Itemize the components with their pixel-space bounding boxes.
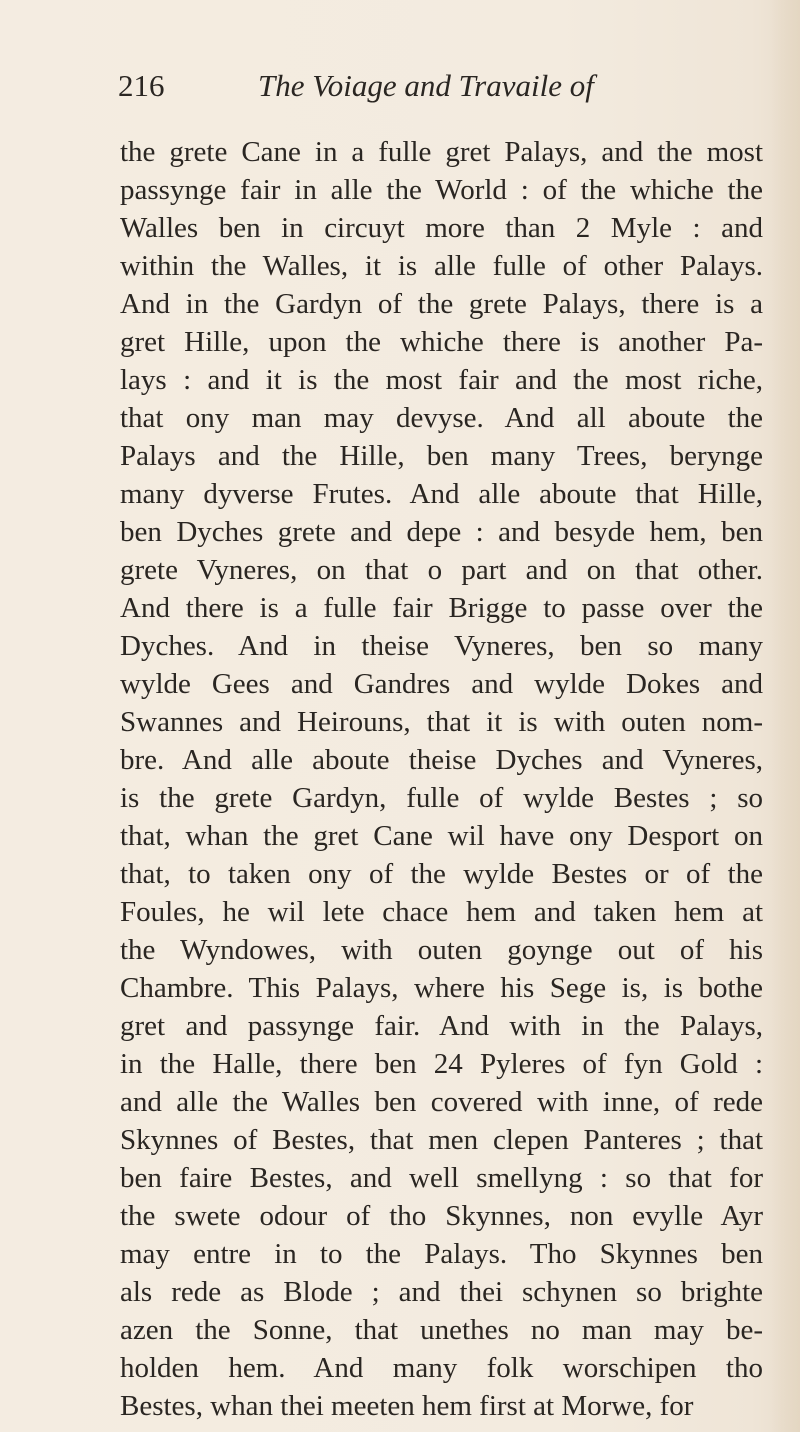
text-line: that, to taken ony of the wylde Bestes or of the xyxy=(120,858,763,890)
text-line: Chambre. This Palays, where his Sege is, is bothe xyxy=(120,972,763,1004)
text-line: bre. And alle aboute theise Dyches and Vyneres, xyxy=(120,744,763,776)
text-line: wylde Gees and Gandres and wylde Dokes and xyxy=(120,668,763,700)
text-line: Swannes and Heirouns, that it is with outen nom- xyxy=(120,706,763,738)
text-line: ben faire Bestes, and well smellyng : so that for xyxy=(120,1162,763,1194)
running-head xyxy=(118,66,758,106)
text-line: grete Vyneres, on that o part and on that other. xyxy=(120,554,763,586)
text-line: the grete Cane in a fulle gret Palays, and the most xyxy=(120,136,763,168)
text-line: that, whan the gret Cane wil have ony Desport on xyxy=(120,820,763,852)
text-line: the swete odour of tho Skynnes, non evylle Ayr xyxy=(120,1200,763,1232)
text-line: holden hem. And many folk worschipen tho xyxy=(120,1352,763,1384)
text-line: gret Hille, upon the whiche there is another Pa- xyxy=(120,326,763,358)
text-line: Foules, he wil lete chace hem and taken hem at xyxy=(120,896,763,928)
text-line: that ony man may devyse. And all aboute the xyxy=(120,402,763,434)
text-line: Skynnes of Bestes, that men clepen Panteres ; that xyxy=(120,1124,763,1156)
page-edge-shadow xyxy=(770,0,800,1432)
text-line: Dyches. And in theise Vyneres, ben so many xyxy=(120,630,763,662)
text-line: And there is a fulle fair Brigge to passe over the xyxy=(120,592,763,624)
text-line: Palays and the Hille, ben many Trees, berynge xyxy=(120,440,763,472)
page-number: 216 xyxy=(118,68,165,103)
text-line: And in the Gardyn of the grete Palays, there is a xyxy=(120,288,763,320)
text-line: gret and passynge fair. And with in the Palays, xyxy=(120,1010,763,1042)
text-line: Walles ben in circuyt more than 2 Myle : and xyxy=(120,212,763,244)
text-line: ben Dyches grete and depe : and besyde hem, ben xyxy=(120,516,763,548)
text-line: lays : and it is the most fair and the most riche, xyxy=(120,364,763,396)
text-line: in the Halle, there ben 24 Pyleres of fyn Gold : xyxy=(120,1048,763,1080)
running-title: The Voiage and Travaile of xyxy=(258,68,594,103)
text-line: and alle the Walles ben covered with inne, of rede xyxy=(120,1086,763,1118)
text-line: Bestes, whan thei meeten hem first at Morwe, for xyxy=(120,1390,694,1422)
text-line: als rede as Blode ; and thei schynen so brighte xyxy=(120,1276,763,1308)
text-line: azen the Sonne, that unethes no man may be- xyxy=(120,1314,763,1346)
text-line: is the grete Gardyn, fulle of wylde Bestes ; so xyxy=(120,782,763,814)
text-line: may entre in to the Palays. Tho Skynnes ben xyxy=(120,1238,763,1270)
text-line: within the Walles, it is alle fulle of other Palays. xyxy=(120,250,763,282)
text-line: many dyverse Frutes. And alle aboute that Hille, xyxy=(120,478,763,510)
text-line: the Wyndowes, with outen goynge out of his xyxy=(120,934,763,966)
body-text xyxy=(120,133,763,1425)
text-line: passynge fair in alle the World : of the whiche the xyxy=(120,174,763,206)
